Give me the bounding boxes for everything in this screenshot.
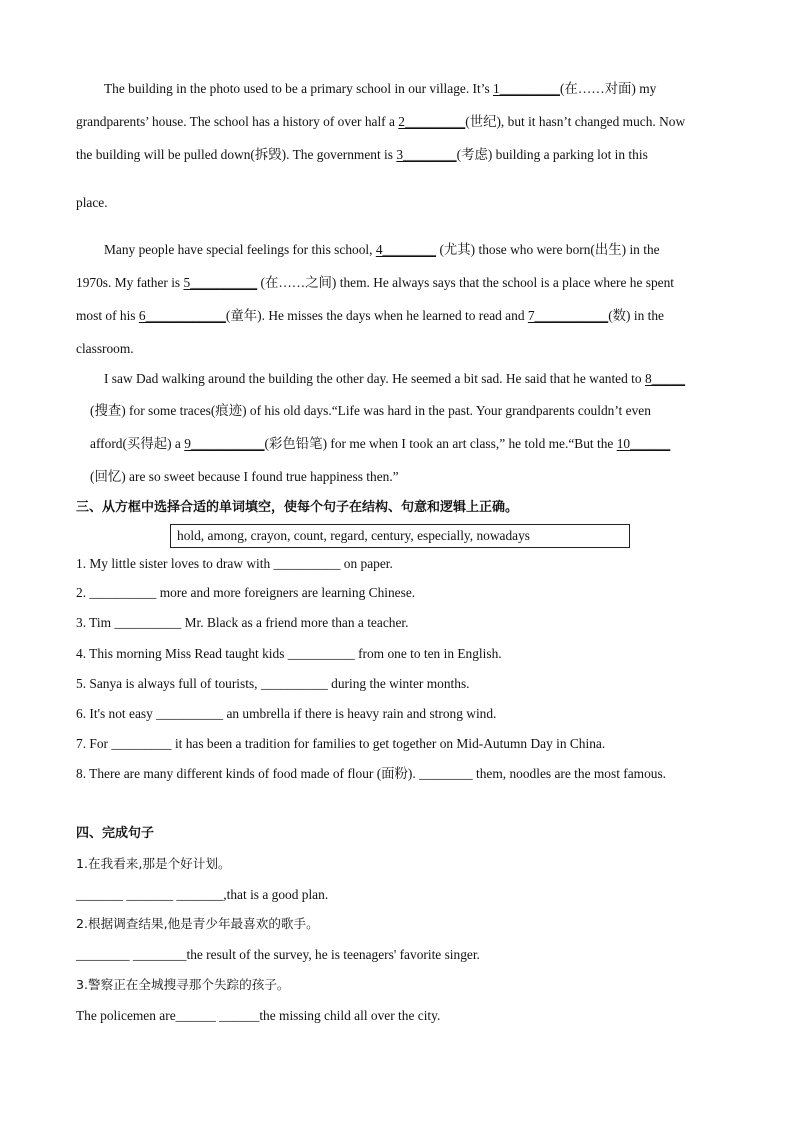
- question-2-english[interactable]: ________ ________the result of the survey, he is teenagers' favorite singer.: [76, 947, 480, 962]
- exercise-item-6[interactable]: 6. It's not easy __________ an umbrella if there is heavy rain and strong wind.: [76, 706, 497, 721]
- passage-p3-line-3: [90, 436, 670, 452]
- blank-1[interactable]: 1_________: [493, 81, 560, 96]
- passage-text: place.: [76, 195, 108, 210]
- blank-2[interactable]: 2_________: [398, 114, 466, 129]
- blank-3[interactable]: 3________: [396, 147, 457, 162]
- blank-8[interactable]: 8_____: [644, 371, 686, 386]
- passage-text: (童年). He misses the days when he learned to read and: [225, 308, 528, 323]
- passage-text: classroom.: [76, 341, 134, 356]
- passage-text: (在……之间) them. He always says that the school is a place where he spent: [257, 275, 675, 290]
- passage-text: (世纪), but it hasn’t changed much. Now: [465, 114, 686, 129]
- passage-text: (回忆) are so sweet because I found true happiness then.”: [90, 469, 399, 484]
- passage-text: The building in the photo used to be a primary school in our village. It’s: [104, 81, 494, 96]
- passage-text: (数) in the: [608, 308, 664, 323]
- passage-p2-line-3: [76, 308, 664, 324]
- question-3-english[interactable]: The policemen are______ ______the missing child all over the city.: [76, 1008, 441, 1023]
- passage-text: the building will be pulled down(拆毁). The government is: [76, 147, 397, 162]
- blank-9[interactable]: 9___________: [184, 436, 265, 451]
- blank-4[interactable]: 4________: [375, 242, 437, 257]
- passage-p3-line-4: [90, 469, 399, 485]
- passage-p1-line-2: [76, 114, 685, 130]
- exercise-item-5[interactable]: 5. Sanya is always full of tourists, __________ during the winter months.: [76, 676, 470, 691]
- passage-p2-line-4: [76, 341, 134, 357]
- passage-text: I saw Dad walking around the building the other day. He seemed a bit sad. He said that he wanted to: [104, 371, 645, 386]
- blank-10[interactable]: 10______: [616, 436, 671, 451]
- passage-p2-line-1: [104, 242, 660, 258]
- passage-p1-line-3: [76, 147, 648, 163]
- passage-text: grandparents’ house. The school has a history of over half a: [76, 114, 399, 129]
- exercise-item-7[interactable]: 7. For _________ it has been a tradition for families to get together on Mid-Autumn Day in China.: [76, 736, 606, 751]
- blank-7[interactable]: 7___________: [527, 308, 609, 323]
- section-4-heading: 四、完成句子: [76, 826, 155, 841]
- question-3-chinese: 3.警察正在全城搜寻那个失踪的孩子。: [76, 977, 290, 992]
- passage-p3-line-1: [104, 371, 685, 387]
- passage-p2-line-2: [76, 275, 674, 291]
- exercise-item-3[interactable]: 3. Tim __________ Mr. Black as a friend more than a teacher.: [76, 615, 409, 630]
- question-1-english[interactable]: _______ _______ _______,that is a good plan.: [76, 887, 329, 902]
- passage-text: afford(买得起) a: [90, 436, 185, 451]
- blank-6[interactable]: 6____________: [138, 308, 226, 323]
- passage-text: 1970s. My father is: [76, 275, 184, 290]
- section-3-heading: 三、从方框中选择合适的单词填空，使每个句子在结构、句意和逻辑上正确。: [76, 500, 519, 515]
- passage-text: Many people have special feelings for this school,: [104, 242, 376, 257]
- passage-text: (在……对面) my: [559, 81, 657, 96]
- exercise-item-1[interactable]: 1. My little sister loves to draw with __________ on paper.: [76, 556, 393, 571]
- passage-p3-line-2: [90, 403, 651, 419]
- passage-text: most of his: [76, 308, 139, 323]
- passage-p1-line-1: [104, 81, 656, 97]
- passage-text: (考虑) building a parking lot in this: [456, 147, 648, 162]
- exercise-item-4[interactable]: 4. This morning Miss Read taught kids __________ from one to ten in English.: [76, 646, 502, 661]
- word-bank-box: hold, among, crayon, count, regard, century, especially, nowadays: [170, 524, 630, 548]
- question-2-chinese: 2.根据调查结果,他是青少年最喜欢的歌手。: [76, 916, 319, 931]
- exercise-item-2[interactable]: 2. __________ more and more foreigners are learning Chinese.: [76, 585, 416, 600]
- passage-text: (搜查) for some traces(痕迹) of his old days.“Life was hard in the past. Your grandparents couldn’t even: [90, 403, 651, 418]
- exercise-item-8[interactable]: 8. There are many different kinds of food made of flour (面粉). ________ them, noodles are the most famous.: [76, 766, 667, 781]
- question-1-chinese: 1.在我看来,那是个好计划。: [76, 856, 231, 871]
- passage-text: (尤其) those who were born(出生) in the: [436, 242, 660, 257]
- passage-p1-line-4: [76, 195, 108, 211]
- blank-5[interactable]: 5__________: [183, 275, 258, 290]
- passage-text: (彩色铅笔) for me when I took an art class,” he told me.“But the: [264, 436, 617, 451]
